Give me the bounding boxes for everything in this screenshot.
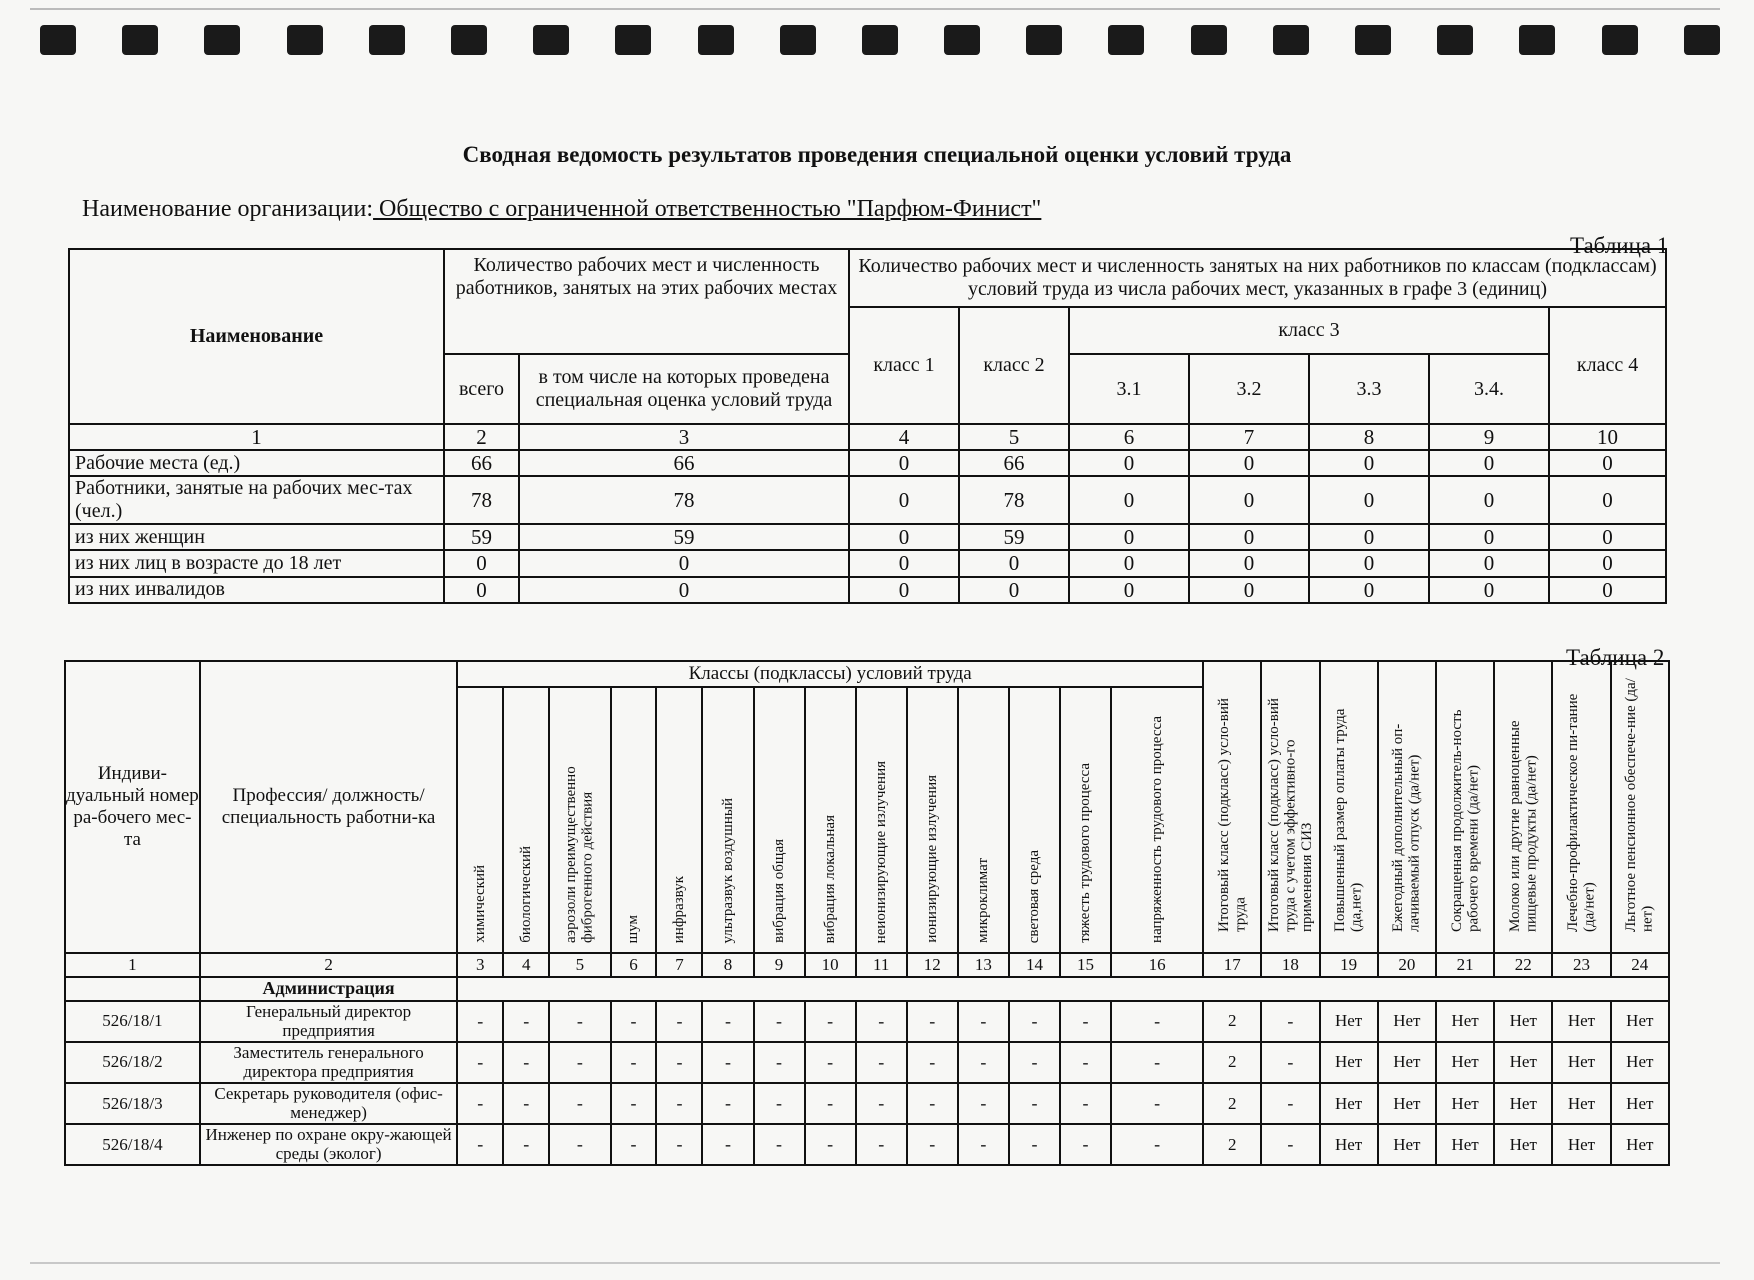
binder-hole — [287, 25, 323, 55]
t2-factor-header: вибрация локальная — [805, 687, 856, 953]
t1-row — [69, 550, 1666, 576]
t1-header-group-b: Количество рабочих мест и численность занятых на них работников по классам (подклассам) условий труда из числа рабочих мест, указанных в графе 3 (единиц) — [849, 249, 1666, 307]
t2-factor-cell: - — [457, 1124, 503, 1165]
t1-column-number: 4 — [849, 424, 959, 450]
t2-benefit-cell: Нет — [1378, 1042, 1436, 1083]
t2-factor-cell: - — [754, 1124, 805, 1165]
t2-header-summary-23: Лечебно-профилактическое пи-тание (да/нет) — [1552, 661, 1610, 953]
t1-header-sub32: 3.2 — [1189, 354, 1309, 424]
t1-cell: 0 — [1429, 476, 1549, 524]
t2-row — [65, 1124, 1669, 1165]
t2-section-title: Администрация — [200, 977, 457, 1001]
table2-caption: Таблица 2 — [1566, 645, 1665, 670]
binder-hole — [533, 25, 569, 55]
t2-workplace-id: 526/18/3 — [65, 1083, 200, 1124]
t2-header-classes: Классы (подклассы) условий труда — [457, 661, 1203, 687]
t2-column-number: 13 — [958, 953, 1009, 977]
t2-factor-cell: - — [1111, 1083, 1203, 1124]
t1-column-number: 2 — [444, 424, 519, 450]
t2-factor-cell: - — [503, 1083, 549, 1124]
t2-factor-cell: - — [549, 1001, 610, 1042]
t2-header-summary-19: Повышенный размер оплаты труда (да,нет) — [1320, 661, 1378, 953]
t2-factor-cell: - — [702, 1001, 753, 1042]
t2-factor-cell: - — [1009, 1001, 1060, 1042]
t1-cell: 0 — [1429, 550, 1549, 576]
t1-row — [69, 450, 1666, 476]
t1-cell: 0 — [1549, 577, 1666, 603]
t2-benefit-cell: Нет — [1494, 1083, 1552, 1124]
t1-cell: 0 — [1309, 550, 1429, 576]
t2-column-number: 14 — [1009, 953, 1060, 977]
binder-hole — [1108, 25, 1144, 55]
t2-factor-cell: - — [503, 1124, 549, 1165]
scan-edge-bottom — [30, 1262, 1720, 1264]
t1-cell: 0 — [1069, 450, 1189, 476]
t1-cell: 66 — [519, 450, 849, 476]
t2-factor-cell: - — [1060, 1083, 1111, 1124]
t1-column-number: 1 — [69, 424, 444, 450]
t2-factor-header: ионизирующие излучения — [907, 687, 958, 953]
t2-column-number: 6 — [611, 953, 657, 977]
t1-header-assessed: в том числе на которых проведена специальная оценка условий труда — [519, 354, 849, 424]
binder-hole — [780, 25, 816, 55]
t1-row — [69, 577, 1666, 603]
t2-factor-header: шум — [611, 687, 657, 953]
t2-factor-cell: - — [1111, 1124, 1203, 1165]
t1-cell: 0 — [1549, 524, 1666, 550]
t1-row-label: Рабочие места (ед.) — [69, 450, 444, 476]
t2-benefit-cell: Нет — [1494, 1042, 1552, 1083]
t1-cell: 0 — [1309, 476, 1429, 524]
t1-cell: 0 — [849, 524, 959, 550]
t2-factor-cell: - — [805, 1042, 856, 1083]
t2-factor-cell: - — [702, 1083, 753, 1124]
t2-final-class: 2 — [1203, 1124, 1261, 1165]
t2-factor-cell: - — [503, 1042, 549, 1083]
t2-factor-cell: - — [754, 1083, 805, 1124]
t1-cell: 0 — [1549, 450, 1666, 476]
binder-hole — [944, 25, 980, 55]
t1-cell: 59 — [444, 524, 519, 550]
t1-cell: 0 — [1429, 524, 1549, 550]
t2-factor-header: напряженность трудового процесса — [1111, 687, 1203, 953]
t2-final-class: 2 — [1203, 1042, 1261, 1083]
t2-factor-cell: - — [457, 1001, 503, 1042]
t2-factor-cell: - — [656, 1042, 702, 1083]
t1-column-number: 3 — [519, 424, 849, 450]
t2-header-summary-20: Ежегодный дополнительный оп-лачиваемый отпуск (да/нет) — [1378, 661, 1436, 953]
binder-holes — [40, 22, 1720, 58]
binder-hole — [40, 25, 76, 55]
t2-factor-cell: - — [805, 1124, 856, 1165]
t2-factor-cell: - — [856, 1124, 907, 1165]
binder-hole — [122, 25, 158, 55]
t1-header-sub31: 3.1 — [1069, 354, 1189, 424]
t2-workplace-id: 526/18/2 — [65, 1042, 200, 1083]
t2-benefit-cell: Нет — [1320, 1001, 1378, 1042]
t1-cell: 0 — [849, 577, 959, 603]
t2-factor-cell: - — [1009, 1124, 1060, 1165]
t2-factor-cell: - — [656, 1083, 702, 1124]
t2-column-number: 7 — [656, 953, 702, 977]
organization-line — [82, 196, 1041, 223]
document-title: Сводная ведомость результатов проведения специальной оценки условий труда — [462, 142, 1292, 167]
t2-header-summary-18: Итоговый класс (подкласс) усло-вий труда с учетом эффективно-го применения СИЗ — [1261, 661, 1319, 953]
t2-profession: Секретарь руководителя (офис-менеджер) — [200, 1083, 457, 1124]
binder-hole — [1191, 25, 1227, 55]
t2-benefit-cell: Нет — [1436, 1042, 1494, 1083]
workplace-table-2 — [64, 660, 1670, 1166]
t2-factor-cell: - — [656, 1124, 702, 1165]
binder-hole — [1273, 25, 1309, 55]
t2-benefit-cell: Нет — [1611, 1083, 1669, 1124]
t2-header-summary-24: Льготное пенсионное обеспече-ние (да/нет) — [1611, 661, 1669, 953]
t1-column-number: 10 — [1549, 424, 1666, 450]
t2-final-class-siz: - — [1261, 1042, 1319, 1083]
t2-final-class-siz: - — [1261, 1001, 1319, 1042]
t2-factor-cell: - — [1060, 1124, 1111, 1165]
t1-header-class3: класс 3 — [1069, 307, 1549, 354]
t2-factor-cell: - — [958, 1042, 1009, 1083]
t1-row — [69, 524, 1666, 550]
t2-benefit-cell: Нет — [1611, 1124, 1669, 1165]
binder-hole — [698, 25, 734, 55]
t1-cell: 0 — [1189, 476, 1309, 524]
t2-factor-cell: - — [1009, 1042, 1060, 1083]
t2-column-number: 2 — [200, 953, 457, 977]
t2-benefit-cell: Нет — [1494, 1124, 1552, 1165]
t2-benefit-cell: Нет — [1320, 1083, 1378, 1124]
t2-column-number: 19 — [1320, 953, 1378, 977]
t2-header-summary-22: Молоко или другие равноценные пищевые продукты (да/нет) — [1494, 661, 1552, 953]
t1-cell: 78 — [444, 476, 519, 524]
t1-cell: 0 — [959, 577, 1069, 603]
t2-benefit-cell: Нет — [1378, 1124, 1436, 1165]
t1-cell: 0 — [1069, 476, 1189, 524]
t2-factor-cell: - — [702, 1124, 753, 1165]
t2-factor-cell: - — [856, 1001, 907, 1042]
t2-factor-cell: - — [856, 1083, 907, 1124]
t1-cell: 0 — [1549, 550, 1666, 576]
t2-factor-header: вибрация общая — [754, 687, 805, 953]
t2-factor-cell: - — [611, 1124, 657, 1165]
binder-hole — [1355, 25, 1391, 55]
t2-factor-cell: - — [958, 1124, 1009, 1165]
t2-factor-cell: - — [907, 1124, 958, 1165]
t2-header-summary-21: Сокращенная продолжитель-ность рабочего времени (да/нет) — [1436, 661, 1494, 953]
t2-factor-cell: - — [1009, 1083, 1060, 1124]
t1-column-number: 6 — [1069, 424, 1189, 450]
t2-factor-cell: - — [1060, 1001, 1111, 1042]
binder-hole — [615, 25, 651, 55]
binder-hole — [1519, 25, 1555, 55]
binder-hole — [1684, 25, 1720, 55]
t1-cell: 66 — [444, 450, 519, 476]
t2-factor-cell: - — [754, 1001, 805, 1042]
t1-row-label: Работники, занятые на рабочих мес-тах (чел.) — [69, 476, 444, 524]
t1-column-number: 8 — [1309, 424, 1429, 450]
t1-column-number: 5 — [959, 424, 1069, 450]
t1-header-sub34: 3.4. — [1429, 354, 1549, 424]
t1-cell: 0 — [1309, 524, 1429, 550]
t2-final-class: 2 — [1203, 1001, 1261, 1042]
t2-row — [65, 1083, 1669, 1124]
t2-factor-cell: - — [611, 1042, 657, 1083]
t2-profession: Инженер по охране окру-жающей среды (эколог) — [200, 1124, 457, 1165]
t1-header-class2: класс 2 — [959, 307, 1069, 424]
t2-final-class-siz: - — [1261, 1083, 1319, 1124]
t2-column-number: 1 — [65, 953, 200, 977]
t1-cell: 59 — [959, 524, 1069, 550]
t1-header-name: Наименование — [69, 249, 444, 424]
t2-column-number: 18 — [1261, 953, 1319, 977]
t1-cell: 0 — [1549, 476, 1666, 524]
organization-name: Общество с ограниченной ответственностью "Парфюм-Финист" — [373, 196, 1042, 222]
t2-factor-cell: - — [958, 1001, 1009, 1042]
t1-header-sub33: 3.3 — [1309, 354, 1429, 424]
t2-column-number: 5 — [549, 953, 610, 977]
t2-benefit-cell: Нет — [1552, 1001, 1610, 1042]
binder-hole — [1026, 25, 1062, 55]
t1-cell: 0 — [444, 577, 519, 603]
t1-cell: 0 — [519, 577, 849, 603]
t2-benefit-cell: Нет — [1378, 1001, 1436, 1042]
table1-caption: Таблица 1 — [1570, 233, 1669, 258]
t2-factor-cell: - — [805, 1001, 856, 1042]
t2-factor-header: ультразвук воздушный — [702, 687, 753, 953]
binder-hole — [369, 25, 405, 55]
t1-cell: 0 — [849, 476, 959, 524]
t2-factor-cell: - — [549, 1083, 610, 1124]
t2-factor-cell: - — [549, 1124, 610, 1165]
t1-cell: 0 — [959, 550, 1069, 576]
t2-factor-header: химический — [457, 687, 503, 953]
t2-header-id: Индиви-дуальный номер ра-бочего мес-та — [65, 661, 200, 953]
t2-benefit-cell: Нет — [1552, 1083, 1610, 1124]
t2-final-class-siz: - — [1261, 1124, 1319, 1165]
t1-column-numbers — [69, 424, 1666, 450]
t1-cell: 0 — [1429, 577, 1549, 603]
t1-header-class4: класс 4 — [1549, 307, 1666, 424]
t2-benefit-cell: Нет — [1378, 1083, 1436, 1124]
t2-column-number: 12 — [907, 953, 958, 977]
t2-benefit-cell: Нет — [1611, 1042, 1669, 1083]
t1-cell: 0 — [1429, 450, 1549, 476]
t2-factor-cell: - — [457, 1042, 503, 1083]
t2-benefit-cell: Нет — [1552, 1042, 1610, 1083]
t1-cell: 78 — [959, 476, 1069, 524]
summary-table-1 — [68, 248, 1667, 604]
t2-column-number: 23 — [1552, 953, 1610, 977]
t2-benefit-cell: Нет — [1611, 1001, 1669, 1042]
t2-factor-cell: - — [549, 1042, 610, 1083]
t1-cell: 59 — [519, 524, 849, 550]
t1-cell: 0 — [1309, 450, 1429, 476]
t1-row-label: из них лиц в возрасте до 18 лет — [69, 550, 444, 576]
t2-factor-header: аэрозоли преимущественно фиброгенного действия — [549, 687, 610, 953]
t2-workplace-id: 526/18/4 — [65, 1124, 200, 1165]
t2-factor-cell: - — [907, 1042, 958, 1083]
t2-column-number: 15 — [1060, 953, 1111, 977]
t1-cell: 0 — [1189, 577, 1309, 603]
t2-benefit-cell: Нет — [1320, 1124, 1378, 1165]
t2-column-number: 11 — [856, 953, 907, 977]
binder-hole — [1602, 25, 1638, 55]
t1-cell: 0 — [1189, 550, 1309, 576]
t2-factor-header: световая среда — [1009, 687, 1060, 953]
t1-cell: 0 — [1069, 524, 1189, 550]
t2-column-number: 10 — [805, 953, 856, 977]
t2-factor-header: биологический — [503, 687, 549, 953]
t1-cell: 0 — [1189, 450, 1309, 476]
t2-column-number: 21 — [1436, 953, 1494, 977]
t2-benefit-cell: Нет — [1494, 1001, 1552, 1042]
t2-workplace-id: 526/18/1 — [65, 1001, 200, 1042]
binder-hole — [862, 25, 898, 55]
binder-hole — [1437, 25, 1473, 55]
t2-column-number: 16 — [1111, 953, 1203, 977]
t2-factor-cell: - — [611, 1001, 657, 1042]
t1-cell: 0 — [1189, 524, 1309, 550]
t1-row-label: из них инвалидов — [69, 577, 444, 603]
t1-cell: 0 — [1069, 550, 1189, 576]
t2-row — [65, 1001, 1669, 1042]
t1-header-group-a: Количество рабочих мест и численность работников, занятых на этих рабочих местах — [444, 249, 849, 354]
t2-factor-cell: - — [856, 1042, 907, 1083]
t2-benefit-cell: Нет — [1436, 1001, 1494, 1042]
t1-cell: 66 — [959, 450, 1069, 476]
t2-benefit-cell: Нет — [1436, 1083, 1494, 1124]
t2-factor-header: тяжесть трудового процесса — [1060, 687, 1111, 953]
binder-hole — [451, 25, 487, 55]
t2-profession: Заместитель генерального директора предприятия — [200, 1042, 457, 1083]
t2-factor-cell: - — [805, 1083, 856, 1124]
t1-row — [69, 476, 1666, 524]
t2-factor-cell: - — [1111, 1001, 1203, 1042]
t1-cell: 0 — [849, 550, 959, 576]
t2-factor-cell: - — [702, 1042, 753, 1083]
t1-column-number: 7 — [1189, 424, 1309, 450]
t2-factor-header: неионизирующие излучения — [856, 687, 907, 953]
t1-header-total: всего — [444, 354, 519, 424]
t2-factor-cell: - — [907, 1083, 958, 1124]
t1-cell: 0 — [444, 550, 519, 576]
t2-profession: Генеральный директор предприятия — [200, 1001, 457, 1042]
t2-header-profession: Профессия/ должность/ специальность работни-ка — [200, 661, 457, 953]
t2-column-number: 17 — [1203, 953, 1261, 977]
t2-column-number: 8 — [702, 953, 753, 977]
t2-factor-cell: - — [656, 1001, 702, 1042]
t2-factor-cell: - — [1111, 1042, 1203, 1083]
t2-factor-cell: - — [611, 1083, 657, 1124]
t2-factor-cell: - — [1060, 1042, 1111, 1083]
t1-cell: 0 — [519, 550, 849, 576]
t2-final-class: 2 — [1203, 1083, 1261, 1124]
t1-cell: 0 — [849, 450, 959, 476]
t2-header-summary-17: Итоговый класс (подкласс) усло-вий труда — [1203, 661, 1261, 953]
t2-column-number: 20 — [1378, 953, 1436, 977]
t2-row — [65, 1042, 1669, 1083]
t2-column-number: 24 — [1611, 953, 1669, 977]
organization-label: Наименование организации: — [82, 196, 374, 222]
t2-factor-cell: - — [503, 1001, 549, 1042]
t1-cell: 78 — [519, 476, 849, 524]
t2-factor-header: микроклимат — [958, 687, 1009, 953]
t1-row-label: из них женщин — [69, 524, 444, 550]
scan-edge-top — [30, 8, 1720, 10]
t2-benefit-cell: Нет — [1436, 1124, 1494, 1165]
t1-header-class1: класс 1 — [849, 307, 959, 424]
t2-column-number: 3 — [457, 953, 503, 977]
t2-factor-cell: - — [457, 1083, 503, 1124]
t2-factor-cell: - — [958, 1083, 1009, 1124]
t1-column-number: 9 — [1429, 424, 1549, 450]
t2-factor-cell: - — [907, 1001, 958, 1042]
t2-column-number: 22 — [1494, 953, 1552, 977]
t2-column-number: 9 — [754, 953, 805, 977]
t2-benefit-cell: Нет — [1320, 1042, 1378, 1083]
t1-cell: 0 — [1069, 577, 1189, 603]
t2-column-numbers — [65, 953, 1669, 977]
t2-column-number: 4 — [503, 953, 549, 977]
t2-factor-cell: - — [754, 1042, 805, 1083]
t1-cell: 0 — [1309, 577, 1429, 603]
t2-factor-header: инфразвук — [656, 687, 702, 953]
t2-benefit-cell: Нет — [1552, 1124, 1610, 1165]
binder-hole — [204, 25, 240, 55]
